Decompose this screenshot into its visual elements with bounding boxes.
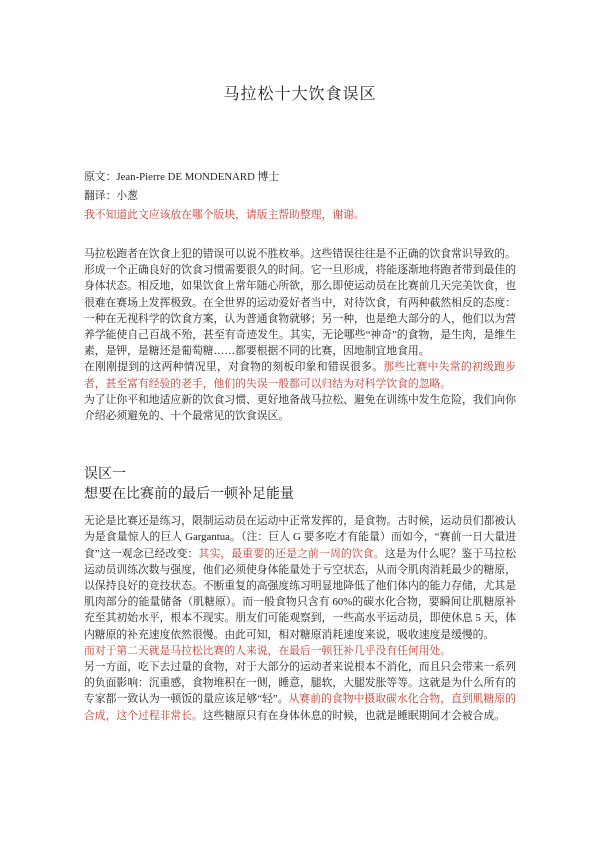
meta-block (84, 168, 516, 225)
intro-paragraph: 马拉松跑者在饮食上犯的错误可以说不胜枚举。这些错误往往是不正确的饮食常识导致的。 (84, 248, 516, 260)
section-paragraph (84, 643, 516, 659)
translator-note: 我不知道此文应该放在哪个版块，请版主帮助整理，谢谢。 (84, 209, 365, 221)
overview-paragraph (84, 392, 516, 424)
body-text: 另一方面，吃下去过量的食物，对于大部分的运动者来说根本不消化，而且只会带来一系列的负面影响：沉重感，食物堆积在一侧，睡意，腿软，大腿发胀等等。这就是为什么所有的专家都一致认为一顿饭的量应该足够“轻”。 (84, 661, 516, 706)
body-text: 无论是比赛还是练习，限制运动员在运动中正常发挥的，是食物。古时候，运动员们都被认为是食量惊人的巨人 Gargantua。（注：巨人 G 要多吃才有能量）而如今，“赛前一日大量进食”这一观念已经改变： (84, 515, 516, 560)
section-heading-block (84, 465, 516, 505)
overview-paragraph (84, 359, 516, 391)
translator-line: 翻译：小葱 (84, 190, 138, 202)
body-text: 为了让你平和地适应新的饮食习惯、更好地备战马拉松、避免在训练中发生危险，我们向你介绍必须避免的、十个最常见的饮食误区。 (84, 393, 516, 423)
document-title: 马拉松十大饮食误区 (223, 86, 377, 103)
body-text: 这是为什么呢？鉴于马拉松运动员训练次数与强度，他们必须使身体能量处于亏空状态，从而令肌肉消耗最少的糖原，以保持良好的竞技状态。不断重复的高强度练习明显地降低了他们体内的能力存储，尤其是肌肉部分的能量储备（肌糖原）。而一般食物只含有 60%的碳水化合物，要瞬间让肌糖原补充至其初始水平，根本不现实。朋友们可能观察到，一些高水平运动员，即使休息 5 天，体内糖原的补充速度依然很慢。由此可知，相对糖原消耗速度来说，吸收速度是缓慢的。 (84, 547, 517, 641)
overview-paragraph (84, 262, 516, 359)
body-text: 形成一个正确良好的饮食习惯需要很久的时间。它一旦形成，将能逐渐地将跑者带到最佳的身体状态。相反地，如果饮食上常年随心所欲，那么即使运动员在比赛前几天完美饮食，也很难在赛场上发挥极致。在全世界的运动爱好者当中，对待饮食，有两种截然相反的态度：一种在无视科学的饮食方案，认为普通食物就够；另一种，也是绝大部分的人，他们以为营养学能使自己百战不殆，甚至有奇迹发生。其实，无论哪些“神奇”的食物，是生肉，是维生素，是钾，是糖还是葡萄糖……都要根据不同的比赛，因地制宜地食用。 (84, 264, 516, 358)
section-title: 想要在比赛前的最后一顿补足能量 (84, 487, 294, 503)
highlighted-text: 而对于第二天就是马拉松比赛的人来说，在最后一顿狂补几乎没有任何用处。 (84, 644, 452, 657)
overview-block (84, 262, 516, 424)
section-paragraph (84, 659, 516, 724)
section-number: 误区一 (84, 467, 126, 483)
section-paragraph (84, 513, 516, 643)
source-line: 原文：Jean-Pierre DE MONDENARD 博士 (84, 171, 280, 183)
highlighted-text: 从赛前的食物中摄取碳水化合物，直到肌糖原的合成，这个过程非常长。 (84, 693, 516, 722)
body-text: 这些糖原只有在身体休息的时候，也就是睡眠期间才会被合成。 (202, 709, 506, 722)
highlighted-text: 其实，最重要的还是之前一周的饮食。 (198, 547, 385, 560)
highlighted-text: 那些比赛中失常的初级跑步者，甚至富有经验的老手，他们的失误一般都可以归结为对科学饮食的忽略。 (84, 361, 517, 390)
section-body-block (84, 513, 516, 724)
body-text: 在刚刚提到的这两种情况里，对食物的刻板印象和错误很多。 (84, 361, 384, 374)
